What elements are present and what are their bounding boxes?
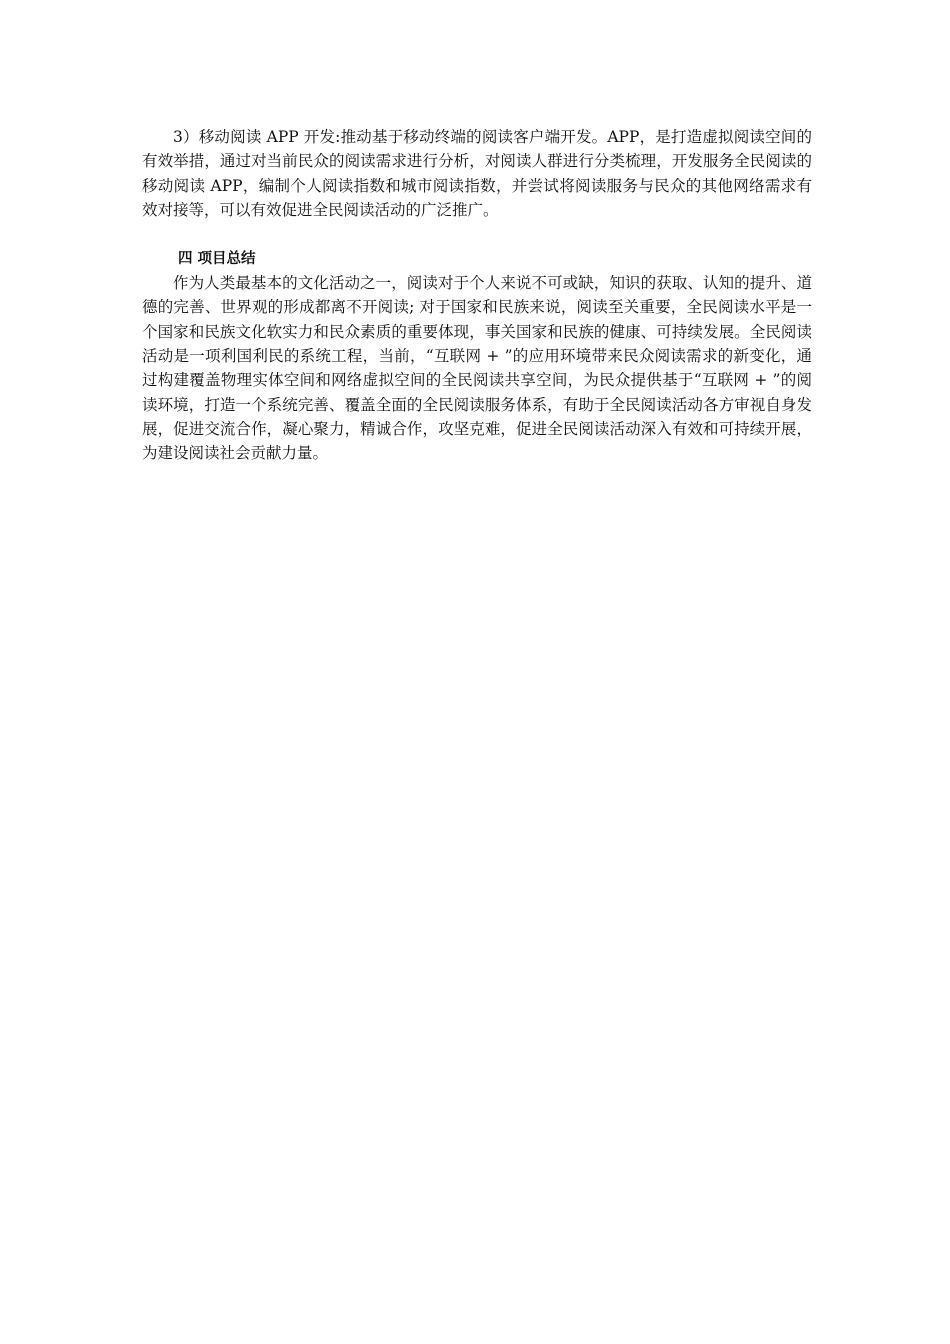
- mobile-reading-app-paragraph: 3）移动阅读 APP 开发:推动基于移动终端的阅读客户端开发。APP，是打造虚拟阅读空间的有效举措，通过对当前民众的阅读需求进行分析，对阅读人群进行分类梳理，开发服务全民阅读的移动阅读 APP，编制个人阅读指数和城市阅读指数，并尝试将阅读服务与民众的其他网络需求有效对接等，可以有效促进全民阅读活动的广泛推广。: [142, 128, 812, 219]
- section-heading-project-summary: 四 项目总结: [178, 251, 256, 268]
- document-body: [142, 125, 812, 466]
- paragraph-spacer: [142, 222, 812, 247]
- project-summary-paragraph: 作为人类最基本的文化活动之一，阅读对于个人来说不可或缺，知识的获取、认知的提升、道德的完善、世界观的形成都离不开阅读; 对于国家和民族来说，阅读至关重要，全民阅读水平是一个国家和民族文化软实力和民众素质的重要体现，事关国家和民族的健康、可持续发展。全民阅读活动是一项利国利民的系统工程，当前，“互联网 + ”的应用环境带来民众阅读需求的新变化，通过构建覆盖物理实体空间和网络虚拟空间的全民阅读共享空间，为民众提供基于“互联网 + ”的阅读环境，打造一个系统完善、覆盖全面的全民阅读服务体系，有助于全民阅读活动各方审视自身发展，促进交流合作，凝心聚力，精诚合作，攻坚克难，促进全民阅读活动深入有效和可持续开展，为建设阅读社会贡献力量。: [142, 274, 812, 463]
